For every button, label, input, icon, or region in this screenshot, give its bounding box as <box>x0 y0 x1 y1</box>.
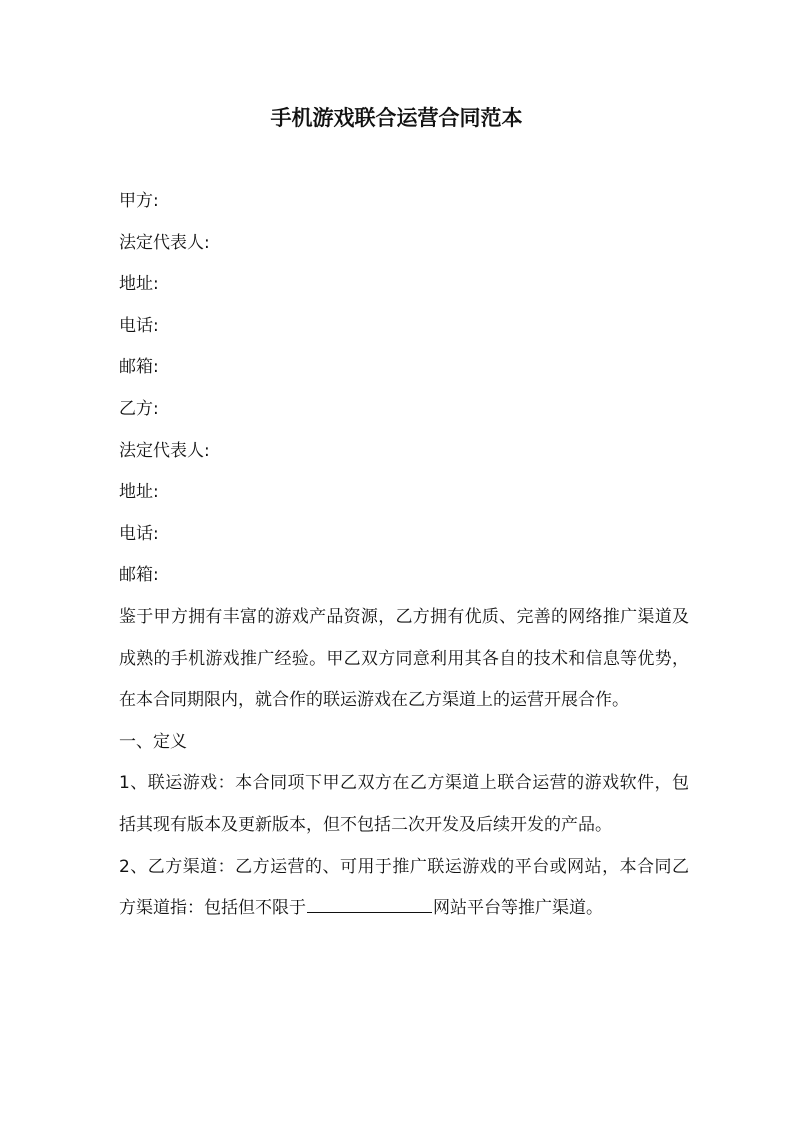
party-a-phone-label: 电话: <box>119 315 159 336</box>
party-b-name-label: 乙方: <box>119 398 159 419</box>
party-b-phone-label: 电话: <box>119 523 159 544</box>
clause-1-paragraph: 1、联运游戏：本合同项下甲乙双方在乙方渠道上联合运营的游戏软件，包括其现有版本及更新版本，但不包括二次开发及后续开发的产品。 <box>119 773 689 835</box>
preamble-paragraph: 鉴于甲方拥有丰富的游戏产品资源，乙方拥有优质、完善的网络推广渠道及成熟的手机游戏推广经验。甲乙双方同意利用其各自的技术和信息等优势，在本合同期限内，就合作的联运游戏在乙方渠道上的运营开展合作。 <box>119 606 689 711</box>
clause-2-text-before: 2、乙方渠道：乙方运营的、可用于推广联运游戏的平台或网站，本合同乙方渠道指：包括但不限于 <box>119 856 689 919</box>
fill-in-blank <box>307 890 432 913</box>
party-b-email-label: 邮箱: <box>119 565 159 586</box>
section-1-heading: 一、定义 <box>119 731 187 752</box>
party-a-rep-label: 法定代表人: <box>119 232 210 253</box>
document-body <box>119 181 689 930</box>
party-a-email-label: 邮箱: <box>119 357 159 378</box>
party-b-address-label: 地址: <box>119 482 159 503</box>
document-title: 手机游戏联合运营合同范本 <box>270 106 523 130</box>
party-a-address-label: 地址: <box>119 274 159 295</box>
party-a-name-label: 甲方: <box>119 191 159 211</box>
clause-2-paragraph <box>119 847 689 930</box>
party-b-rep-label: 法定代表人: <box>119 440 210 461</box>
clause-2-text-after: 网站平台等推广渠道。 <box>433 898 603 919</box>
